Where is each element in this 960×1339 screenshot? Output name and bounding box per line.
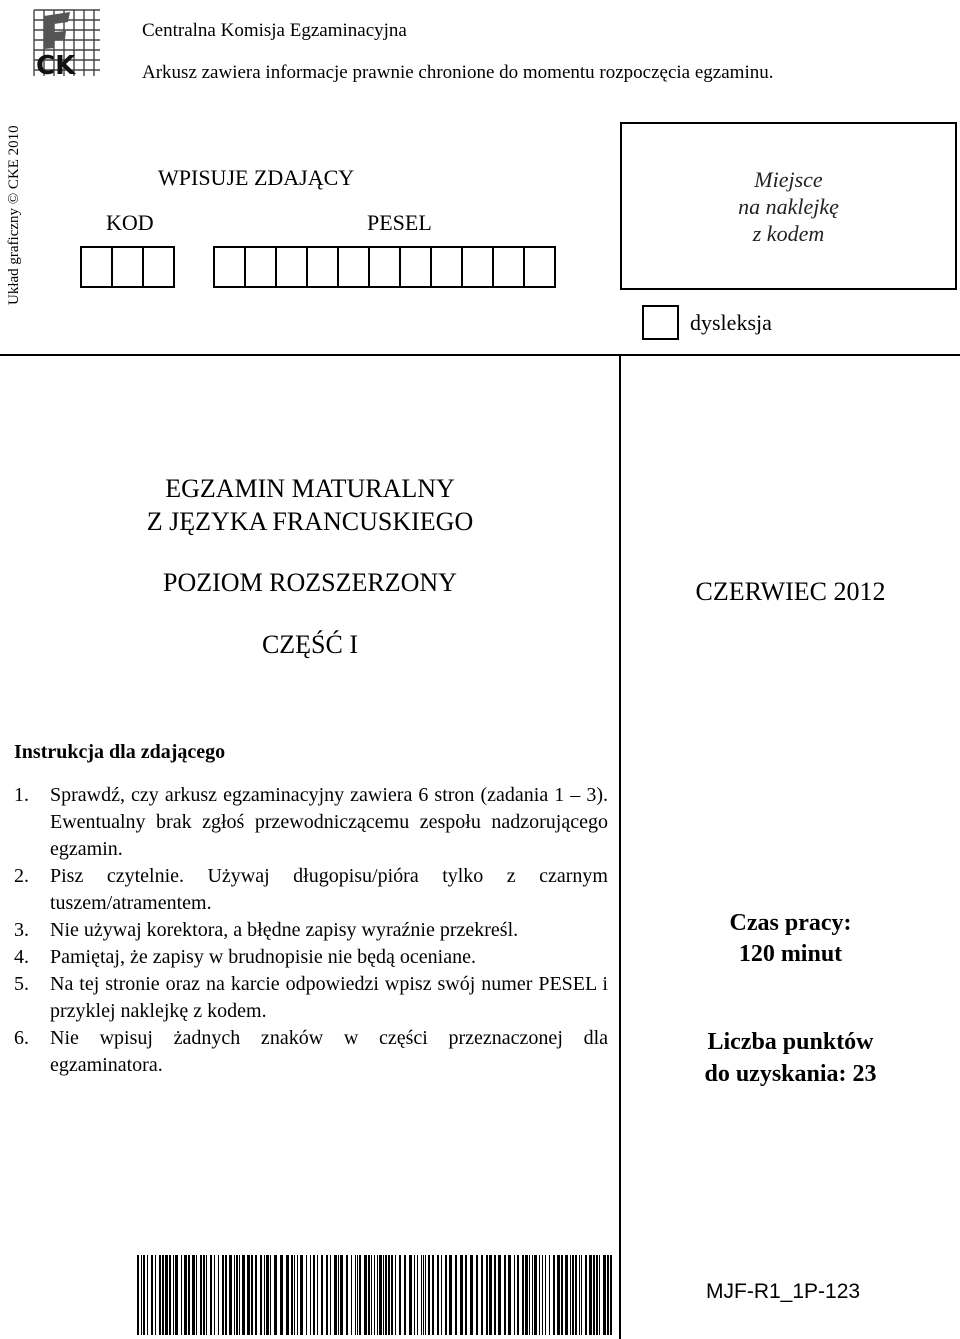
barcode-bar [565,1255,568,1335]
barcode-bar [294,1255,295,1335]
barcode-bar [229,1255,232,1335]
barcode-bar [522,1255,524,1335]
barcode-bar [449,1255,452,1335]
pesel-cell[interactable] [368,246,401,288]
barcode-bar [313,1255,315,1335]
points-value: do uzyskania: 23 [704,1061,877,1087]
entry-section-title: WPISUJE ZDAJĄCY [158,165,355,190]
kod-cell[interactable] [111,246,144,288]
barcode-bar [155,1255,156,1335]
barcode-bar [593,1255,595,1335]
barcode-bar [549,1255,550,1335]
confidential-notice: Arkusz zawiera informacje prawnie chronione do momentu rozpoczęcia egzaminu. [142,62,774,83]
time-value: 120 minut [738,941,843,967]
barcode-bar [561,1255,563,1335]
barcode-bar [143,1255,145,1335]
barcode-bar [504,1255,506,1335]
barcode-bar [317,1255,318,1335]
barcode-bar [196,1255,197,1335]
barcode-bar [218,1255,219,1335]
barcode-bar [203,1255,205,1335]
barcode-bar [274,1255,277,1335]
barcode-bar [236,1255,238,1335]
barcode-bar [286,1255,289,1335]
exam-level: POZIOM ROZSZERZONY [163,568,457,597]
barcode-bar [610,1255,612,1335]
instruction-text: Pamiętaj, że zapisy w brudnopisie nie będą oceniane. [50,946,476,968]
barcode-bar [589,1255,592,1335]
barcode-bar [476,1255,478,1335]
barcode-bar [557,1255,560,1335]
instruction-text: Nie wpisuj żadnych znaków w części przeznaczonej dla egzaminatora. [50,1027,608,1076]
exam-date: CZERWIEC 2012 [695,577,886,606]
exam-title: EGZAMIN MATURALNY [165,474,455,503]
barcode-bar [379,1255,382,1335]
barcode-bar [151,1255,153,1335]
instruction-text: Pisz czytelnie. Używaj długopisu/pióra tylko z czarnym tuszem/atramentem. [50,865,608,914]
barcode-bar [242,1255,245,1335]
barcode-bar [532,1255,533,1335]
barcode-bar [534,1255,537,1335]
barcode-bar [162,1255,164,1335]
pesel-cell[interactable] [430,246,463,288]
barcode-bar [368,1255,370,1335]
list-item: 5. Na tej stronie oraz na karcie odpowiedzi wpisz swój numer PESEL i przyklej naklejkę z kodem. [14,971,608,1025]
kod-label: KOD [106,210,154,235]
barcode-bar [357,1255,358,1335]
barcode-bar [192,1255,195,1335]
barcode-bar [572,1255,574,1335]
exam-subject: Z JĘZYKA FRANCUSKIEGO [146,507,474,536]
barcode-bar [306,1255,307,1335]
sticker-area [620,122,957,290]
pesel-cell[interactable] [492,246,525,288]
barcode-bar [321,1255,323,1335]
barcode-bar [173,1255,174,1335]
barcode-bar [529,1255,530,1335]
list-item: 4. Pamiętaj, że zapisy w brudnopisie nie będą oceniane. [14,944,608,971]
barcode-bar [553,1255,555,1335]
barcode-bar [239,1255,240,1335]
barcode-bar [570,1255,571,1335]
barcode-bar [355,1255,356,1335]
time-label: Czas pracy: [729,910,852,936]
pesel-cell[interactable] [523,246,556,288]
exam-part: CZĘŚĆ I [261,630,359,659]
barcode-bar [255,1255,257,1335]
barcode-bar [525,1255,528,1335]
barcode-bar [585,1255,587,1335]
cke-logo-icon [30,6,104,80]
barcode-bar [428,1255,430,1335]
barcode-bar [184,1255,187,1335]
instructions-title: Instrukcja dla zdającego [14,741,226,763]
barcode-bar [383,1255,384,1335]
barcode-bar [169,1255,171,1335]
barcode-bar [200,1255,202,1335]
barcode-bar [338,1255,339,1335]
barcode-bar [214,1255,215,1335]
barcode-bar [374,1255,375,1335]
points-label: Liczba punktów [707,1029,874,1055]
list-item: 3. Nie używaj korektora, a błędne zapisy wyraźnie przekreśl. [14,917,608,944]
barcode-bar [417,1255,418,1335]
barcode-bar [508,1255,511,1335]
sticker-line-1: Miejsce [754,166,823,192]
barcode-bar [542,1255,543,1335]
barcode-bar [596,1255,598,1335]
barcode-bar [441,1255,442,1335]
barcode-bar [455,1255,457,1335]
barcode-bar [603,1255,606,1335]
institution-name: Centralna Komisja Egzaminacyjna [142,20,407,41]
barcode-bar [334,1255,337,1335]
barcode-bar [481,1255,483,1335]
barcode-bar [251,1255,253,1335]
barcode-bar [517,1255,519,1335]
barcode-bar [460,1255,463,1335]
svg-text:CK: CK [36,51,76,80]
barcode-bar [581,1255,582,1335]
kod-input-boxes[interactable] [80,246,175,288]
barcode-bar [377,1255,378,1335]
pesel-cell[interactable] [399,246,432,288]
barcode-bar [391,1255,393,1335]
instructions-list [14,782,608,1079]
pesel-input-boxes[interactable] [213,246,556,288]
barcode-bar [141,1255,142,1335]
barcode-bar [270,1255,271,1335]
barcode-bar [234,1255,235,1335]
barcode-bar [486,1255,488,1335]
dyslexia-checkbox[interactable] [642,305,679,340]
barcode-bar [388,1255,390,1335]
barcode-bar [165,1255,168,1335]
barcode-bar [206,1255,207,1335]
barcode-bar [465,1255,467,1335]
document-code: MJF-R1_1P-123 [706,1280,861,1303]
barcode-bar [395,1255,396,1335]
barcode-bar [326,1255,328,1335]
pesel-cell[interactable] [306,246,339,288]
instruction-text: Sprawdź, czy arkusz egzaminacyjny zawiera 6 stron (zadania 1 – 3). Ewentualny brak zgłoś przewodniczącemu zespołu nadzorującego egzamin. [50,784,608,860]
barcode-bar [423,1255,424,1335]
barcode-bar [310,1255,311,1335]
layout-copyright: Układ graficzny © CKE 2010 [6,125,22,305]
barcode [137,1255,616,1335]
list-item: 6. Nie wpisuj żadnych znaków w części przeznaczonej dla egzaminatora. [14,1025,608,1079]
barcode-bar [489,1255,492,1335]
horizontal-divider [0,354,960,356]
barcode-bar [137,1255,139,1335]
barcode-bar [470,1255,473,1335]
barcode-bar [225,1255,227,1335]
barcode-bar [545,1255,546,1335]
barcode-bar [494,1255,496,1335]
barcode-bar [539,1255,540,1335]
barcode-bar [607,1255,609,1335]
pesel-cell[interactable] [337,246,370,288]
barcode-bar [425,1255,426,1335]
barcode-bar [414,1255,415,1335]
instruction-text: Na tej stronie oraz na karcie odpowiedzi wpisz swój numer PESEL i przyklej naklejkę z kodem. [50,973,608,1022]
barcode-bar [432,1255,434,1335]
sticker-line-2: na naklejkę [738,193,839,219]
list-item: 1. Sprawdź, czy arkusz egzaminacyjny zawiera 6 stron (zadania 1 – 3). Ewentualny brak zgłoś przewodniczącemu zespołu nadzorującego egzamin. [14,782,608,863]
dyslexia-label: dysleksja [690,310,772,335]
barcode-bar [340,1255,343,1335]
barcode-bar [330,1255,331,1335]
barcode-bar [599,1255,600,1335]
barcode-bar [280,1255,283,1335]
barcode-bar [514,1255,515,1335]
barcode-bar [222,1255,224,1335]
pesel-cell[interactable] [213,246,246,288]
barcode-bar [175,1255,178,1335]
barcode-bar [188,1255,190,1335]
barcode-bar [399,1255,401,1335]
kod-cell[interactable] [142,246,175,288]
barcode-bar [421,1255,422,1335]
barcode-bar [445,1255,447,1335]
barcode-bar [385,1255,387,1335]
barcode-bar [371,1255,372,1335]
barcode-bar [359,1255,361,1335]
barcode-bar [297,1255,298,1335]
pesel-cell[interactable] [461,246,494,288]
barcode-bar [159,1255,161,1335]
instruction-text: Nie używaj korektora, a błędne zapisy wyraźnie przekreśl. [50,919,519,941]
barcode-bar [346,1255,348,1335]
barcode-bar [498,1255,501,1335]
barcode-bar [291,1255,293,1335]
barcode-bar [147,1255,148,1335]
list-item: 2. Pisz czytelnie. Używaj długopisu/pióra tylko z czarnym tuszem/atramentem. [14,863,608,917]
pesel-label: PESEL [367,210,432,235]
barcode-bar [266,1255,269,1335]
kod-cell[interactable] [80,246,113,288]
pesel-cell[interactable] [244,246,277,288]
barcode-bar [579,1255,580,1335]
barcode-bar [404,1255,406,1335]
barcode-bar [437,1255,439,1335]
barcode-bar [351,1255,352,1335]
sticker-line-3: z kodem [752,220,825,246]
barcode-bar [409,1255,412,1335]
points-info [621,1026,960,1090]
barcode-bar [260,1255,262,1335]
pesel-cell[interactable] [275,246,308,288]
barcode-bar [300,1255,303,1335]
barcode-bar [575,1255,577,1335]
barcode-bar [264,1255,265,1335]
barcode-bar [247,1255,250,1335]
barcode-bar [364,1255,367,1335]
barcode-bar [210,1255,212,1335]
barcode-bar [181,1255,182,1335]
time-info [621,908,960,970]
